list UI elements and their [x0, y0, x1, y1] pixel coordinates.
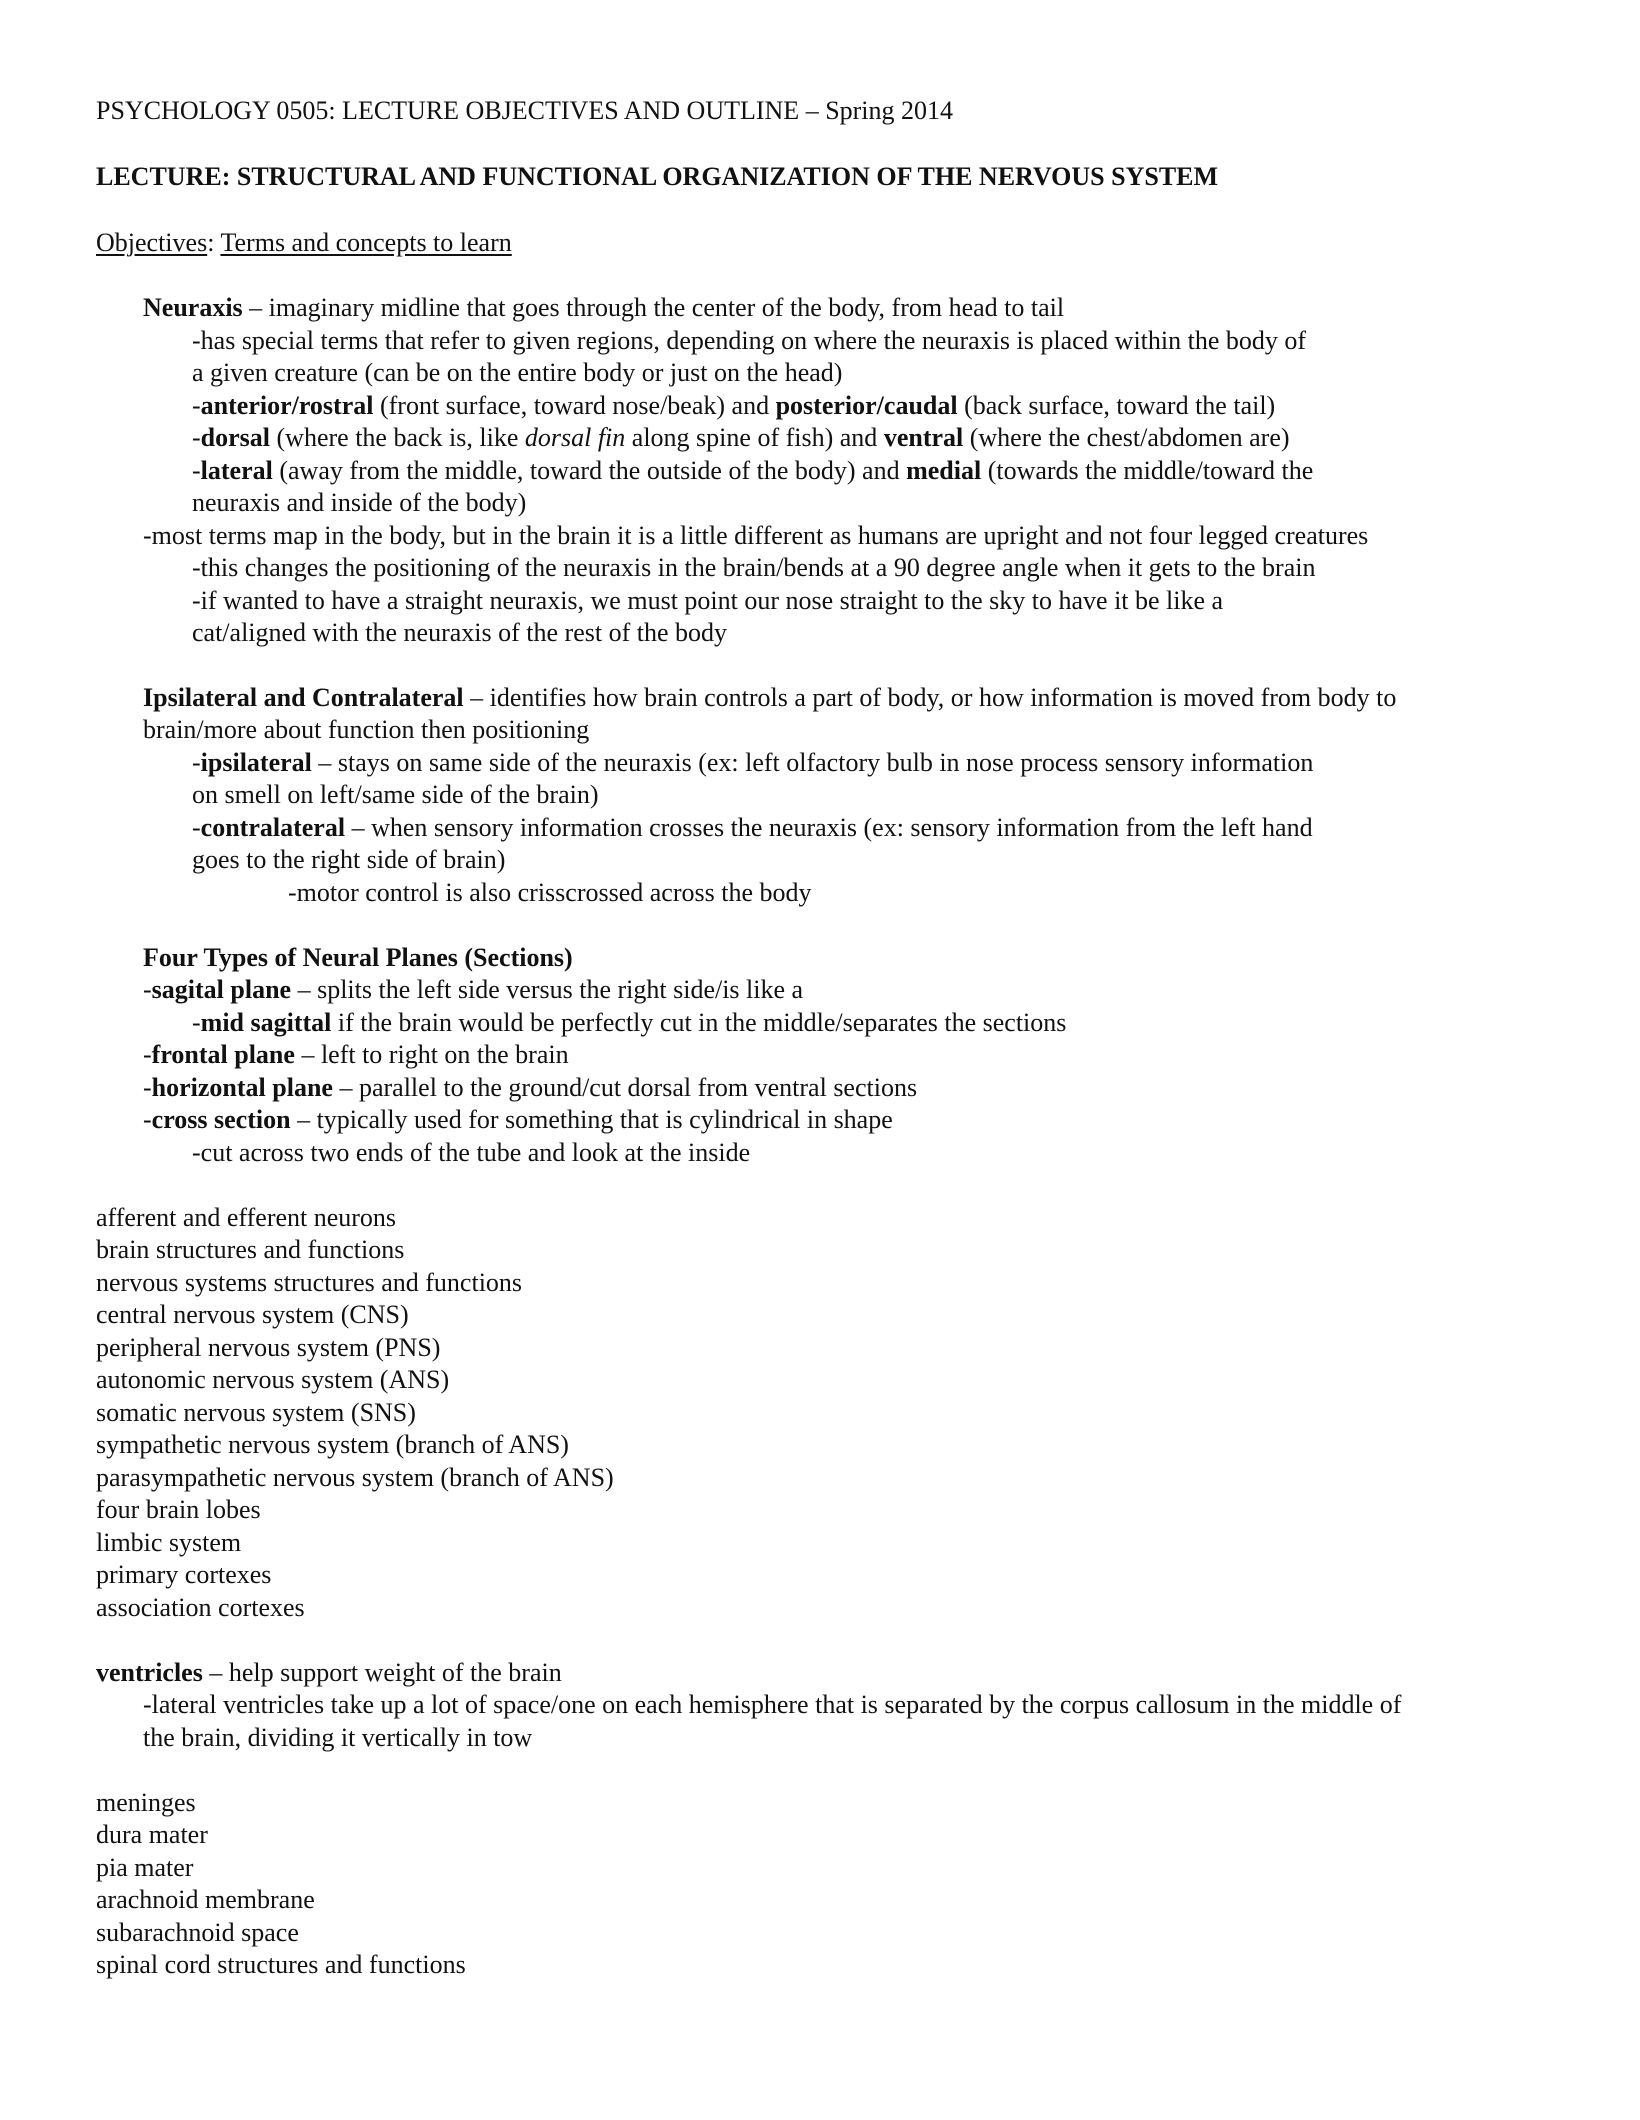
term-list-item: arachnoid membrane: [96, 1885, 315, 1914]
text: – stays on same side of the neuraxis (ex: left olfactory bulb in nose process sensory information: [311, 748, 1314, 777]
term-list-item: primary cortexes: [96, 1560, 272, 1589]
text: – when sensory information crosses the neuraxis (ex: sensory information from the left hand: [345, 813, 1313, 842]
text: (towards the middle/toward the: [981, 456, 1314, 485]
text: (back surface, toward the tail): [957, 391, 1276, 420]
term-list-item: association cortexes: [96, 1593, 305, 1622]
text: (away from the middle, toward the outside of the body) and: [272, 456, 907, 485]
objectives-line: [96, 226, 512, 259]
dash: -: [192, 423, 201, 452]
dash: -: [143, 1073, 152, 1102]
term-list-item: subarachnoid space: [96, 1918, 299, 1947]
dash: -: [143, 1105, 152, 1134]
ventricles-heading: [96, 1656, 562, 1689]
term-list-item: afferent and efferent neurons: [96, 1203, 397, 1232]
term-dorsal: dorsal: [200, 423, 271, 452]
term-list-item: four brain lobes: [96, 1495, 261, 1524]
dash: -: [143, 1040, 152, 1069]
ipsi-heading: [143, 681, 1396, 714]
ipsi-line: [192, 811, 1313, 844]
ipsi-definition: – identifies how brain controls a part of body, or how information is moved from body to: [463, 683, 1397, 712]
plane-cut-line: -cut across two ends of the tube and look at the inside: [192, 1138, 751, 1167]
neuraxis-line: a given creature (can be on the entire body or just on the head): [192, 358, 843, 387]
ipsi-line: on smell on left/same side of the brain): [192, 780, 599, 809]
neuraxis-line: [192, 421, 1290, 454]
term-frontal-plane: frontal plane: [151, 1040, 295, 1069]
objectives-label: Objectives: [96, 228, 208, 257]
ventricles-line: the brain, dividing it vertically in tow: [143, 1723, 533, 1752]
term-list-item: brain structures and functions: [96, 1235, 405, 1264]
text: – parallel to the ground/cut dorsal from ventral sections: [332, 1073, 918, 1102]
ventricles-line: -lateral ventricles take up a lot of space/one on each hemisphere that is separated by the corpus callosum in the middle of: [143, 1690, 1402, 1719]
ipsi-line: [192, 746, 1313, 779]
term-list-item: peripheral nervous system (PNS): [96, 1333, 441, 1362]
ipsi-line: goes to the right side of brain): [192, 845, 506, 874]
ipsi-line: brain/more about function then positioning: [143, 715, 590, 744]
objectives-colon: :: [207, 228, 221, 257]
term-contralateral: contralateral: [200, 813, 346, 842]
term-lateral: lateral: [200, 456, 273, 485]
dash: -: [143, 975, 152, 1004]
text: (front surface, toward nose/beak) and: [373, 391, 776, 420]
neuraxis-heading: [143, 291, 1064, 324]
plane-mid-sagittal: [192, 1006, 1066, 1039]
text: if the brain would be perfectly cut in the middle/separates the sections: [331, 1008, 1067, 1037]
neuraxis-line: -most terms map in the body, but in the brain it is a little different as humans are upright and not four legged creatures: [143, 521, 1369, 550]
term-list-item: limbic system: [96, 1528, 242, 1557]
plane-horizontal: [143, 1071, 917, 1104]
term-list-item: meninges: [96, 1788, 196, 1817]
term-mid-sagittal: mid sagittal: [200, 1008, 332, 1037]
term-list-item: autonomic nervous system (ANS): [96, 1365, 450, 1394]
term-list-item: pia mater: [96, 1853, 194, 1882]
dash: -: [192, 391, 201, 420]
text: – left to right on the brain: [294, 1040, 569, 1069]
ventricles-definition: – help support weight of the brain: [202, 1658, 562, 1687]
dash: -: [192, 813, 201, 842]
term-ventral: ventral: [883, 423, 964, 452]
term-anterior-rostral: anterior/rostral: [200, 391, 374, 420]
term-list-item: somatic nervous system (SNS): [96, 1398, 416, 1427]
objectives-text: Terms and concepts to learn: [220, 228, 512, 257]
term-posterior-caudal: posterior/caudal: [775, 391, 958, 420]
plane-frontal: [143, 1038, 569, 1071]
italic-dorsal-fin: dorsal fin: [524, 423, 626, 452]
planes-heading: Four Types of Neural Planes (Sections): [143, 943, 573, 972]
neuraxis-definition: – imaginary midline that goes through the center of the body, from head to tail: [242, 293, 1065, 322]
ventricles-term: ventricles: [96, 1658, 203, 1687]
neuraxis-line: cat/aligned with the neuraxis of the rest of the body: [192, 618, 728, 647]
ipsi-term: Ipsilateral and Contralateral: [143, 683, 464, 712]
term-list-item: spinal cord structures and functions: [96, 1950, 466, 1979]
text: (where the back is, like: [270, 423, 525, 452]
text: along spine of fish) and: [625, 423, 884, 452]
dash: -: [192, 748, 201, 777]
text: (where the chest/abdomen are): [963, 423, 1290, 452]
plane-sagital: [143, 973, 803, 1006]
term-list-item: dura mater: [96, 1820, 208, 1849]
neuraxis-line: -has special terms that refer to given regions, depending on where the neuraxis is placed within the body of: [192, 326, 1307, 355]
term-medial: medial: [906, 456, 982, 485]
neuraxis-line: neuraxis and inside of the body): [192, 488, 527, 517]
term-list-item: nervous systems structures and functions: [96, 1268, 523, 1297]
plane-cross-section: [143, 1103, 893, 1136]
text: – splits the left side versus the right side/is like a: [291, 975, 804, 1004]
dash: -: [192, 1008, 201, 1037]
lecture-title: LECTURE: STRUCTURAL AND FUNCTIONAL ORGANIZATION OF THE NERVOUS SYSTEM: [96, 162, 1219, 191]
neuraxis-line: -this changes the positioning of the neuraxis in the brain/bends at a 90 degree angle when it gets to the brain: [192, 553, 1316, 582]
neuraxis-line: -if wanted to have a straight neuraxis, we must point our nose straight to the sky to have it be like a: [192, 586, 1224, 615]
text: – typically used for something that is cylindrical in shape: [290, 1105, 893, 1134]
term-horizontal-plane: horizontal plane: [151, 1073, 333, 1102]
dash: -: [192, 456, 201, 485]
term-sagital-plane: sagital plane: [151, 975, 292, 1004]
term-list-item: parasympathetic nervous system (branch of ANS): [96, 1463, 614, 1492]
neuraxis-line: [192, 454, 1313, 487]
term-list-item: central nervous system (CNS): [96, 1300, 409, 1329]
term-list-item: sympathetic nervous system (branch of ANS): [96, 1430, 569, 1459]
course-header: PSYCHOLOGY 0505: LECTURE OBJECTIVES AND OUTLINE – Spring 2014: [96, 96, 954, 125]
ipsi-line: -motor control is also crisscrossed across the body: [288, 878, 812, 907]
term-cross-section: cross section: [151, 1105, 291, 1134]
neuraxis-line: [192, 389, 1275, 422]
neuraxis-term: Neuraxis: [143, 293, 243, 322]
term-ipsilateral: ipsilateral: [200, 748, 312, 777]
